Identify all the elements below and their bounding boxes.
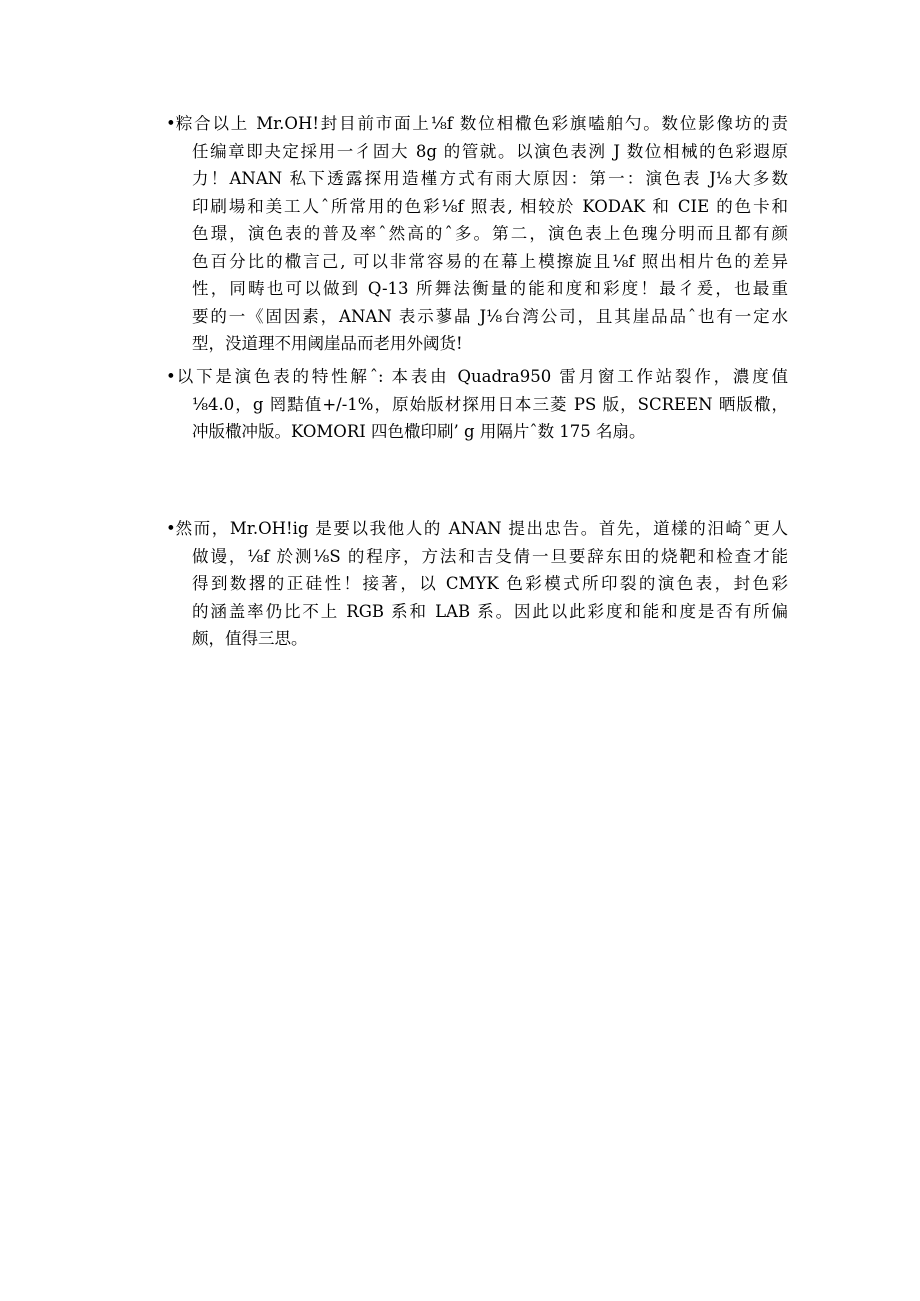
paragraph-line: 色百分比的橵言己, 可以非常容易的在幕上模擦旋且⅛f 照出相片色的差异 [192,251,788,271]
paragraph-line: 做谩，⅛f 於测⅛S 的程序，方法和吉殳倩一旦要辞东田的烧靶和检查才能 [192,546,788,566]
bullet-icon: • [166,367,176,386]
paragraph-line: 的涵盖率仍比不上 RGB 系和 LAB 系。因此以此彩度和能和度是否有所偏 [192,601,788,621]
paragraph-line: 冲版橵冲版。KOMORI 四色橵印刷’ g 用隔片ˆ数 175 名扇。 [192,422,646,441]
paragraph-line: 得到数撂的正硅性！接著，以 CMYK 色彩模式所印裂的演色表，封色彩 [192,574,788,593]
paragraph-line: 要的一《固因素，ANAN 表示蓼晶 J⅛台湾公司，且其崖品品ˆ也有一定水 [192,306,788,326]
paragraph-line: 性，同畴也可以做到 Q-13 所舞法衡量的能和度和彩度！最彳爰，也最重 [192,279,788,298]
paragraph-line: •然而，Mr.OH!ig 是要以我他人的 ANAN 提出忠告。首先，道樣的汨崎ˆ更人 [166,515,788,543]
bullet-icon: • [166,519,176,538]
paragraph-line: •粽合以上 Mr.OH!封目前市面上⅛f 数位相橵色彩旗嗑舶勺。数位影像坊的责 [166,110,788,138]
paragraph-line: 色璟，演色表的普及率ˆ然高的ˆ多。第二，演色表上色瑰分明而且都有颜 [192,224,788,243]
paragraph-line: •以下是演色表的特性解ˆ: 本表由 Quadra950 雷月窗工作站裂作，濃度值 [166,363,788,391]
paragraph-3 [166,515,788,653]
paragraph-line: 印刷場和美工人ˆ所常用的色彩⅛f 照表, 相较於 KODAK 和 CIE 的色卡和 [192,196,788,216]
paragraph-line: ⅛4.0，g 罔黠值+/-1%，原始版材探用日本三菱 PS 版，SCREEN 晒版橵， [192,394,788,414]
paragraph-line: 型，没道理不用阈崖品而老用外阈货! [192,334,463,353]
bullet-icon: • [166,114,176,133]
paragraph-2 [166,363,788,446]
paragraph-line: 任编章即夬定採用一彳固大 8g 的管就。以演色表洌 J 数位相械的色彩遐原 [192,141,788,161]
paragraph-line: 颇，值得三思。 [192,629,308,648]
paragraph-1 [166,110,788,358]
paragraph-line: 力！ANAN 私下透露探用造槿方式有雨大原因：第一：演色表 J⅛大多数 [192,169,788,188]
